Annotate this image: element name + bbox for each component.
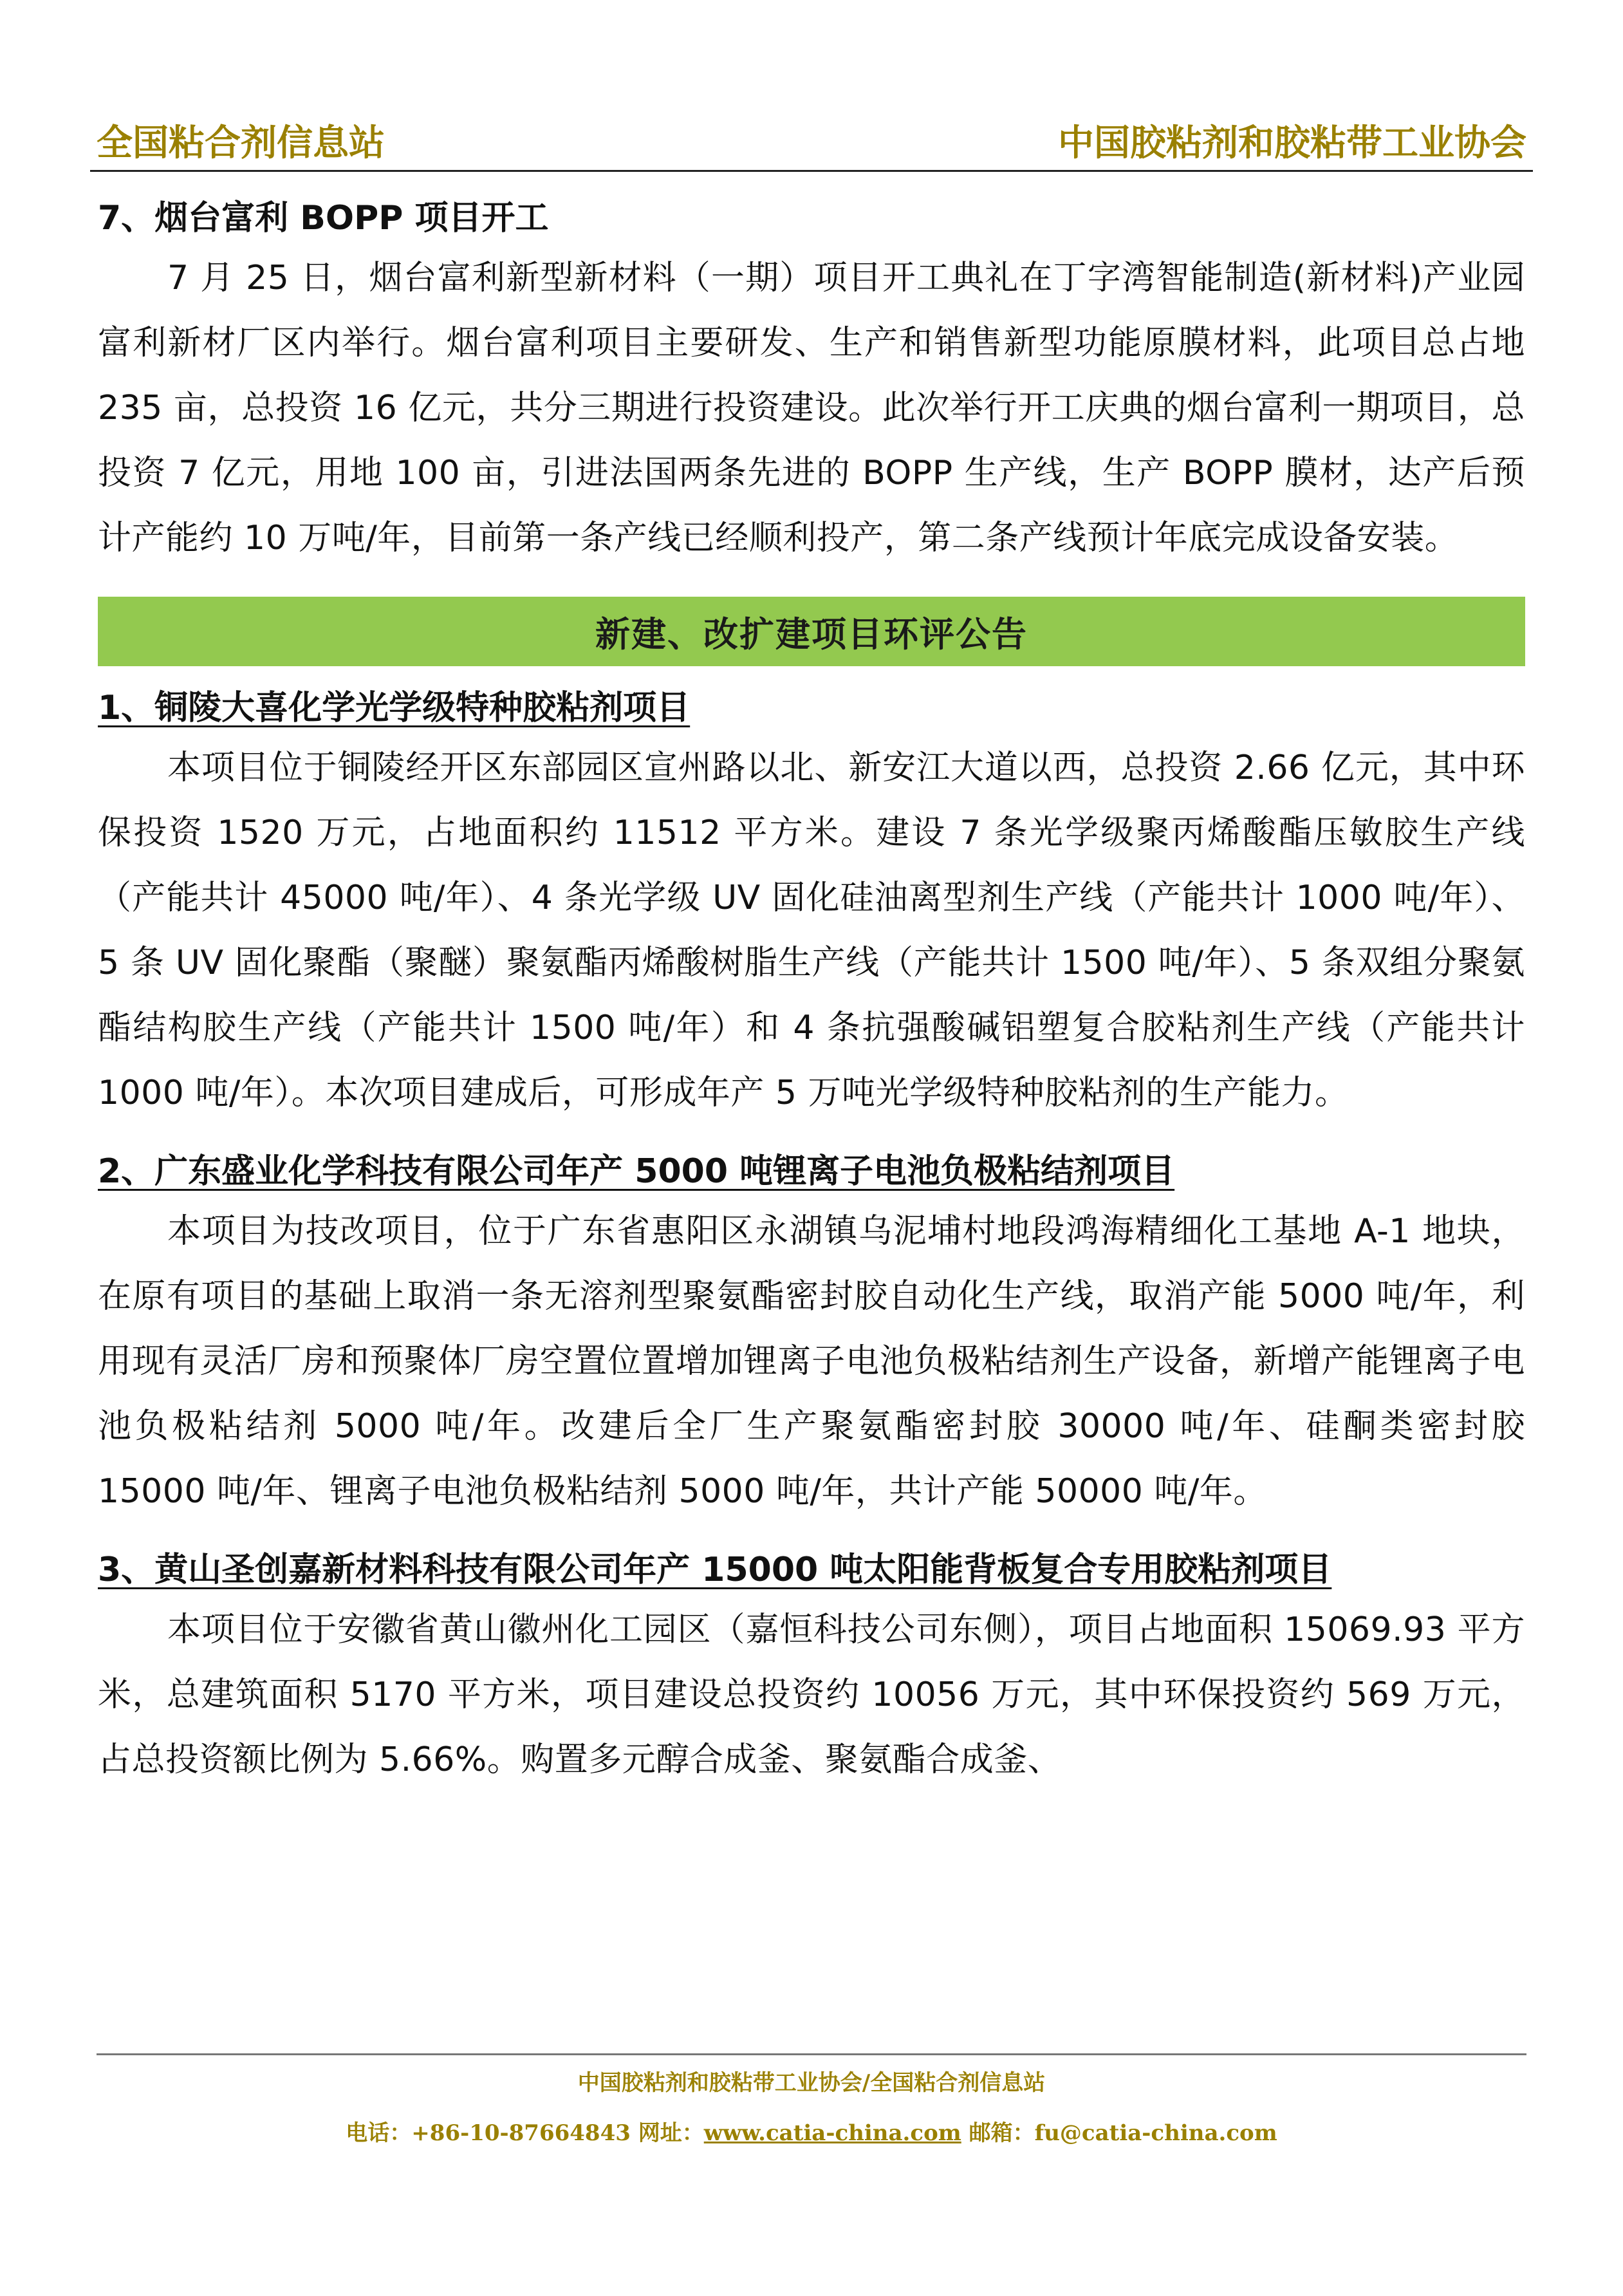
email-link[interactable]: fu@catia-china.com: [1034, 2120, 1277, 2146]
header-right-title: 中国胶粘剂和胶粘带工业协会: [1058, 122, 1526, 164]
item-paragraph: 本项目位于安徽省黄山徽州化工园区（嘉恒科技公司东侧），项目占地面积 15069.93 平方米，总建筑面积 5170 平方米，项目建设总投资约 10056 万元，其中环保投资约 569 万元，占总投资额比例为 5.66%。购置多元醇合成釜、聚氨酯合成釜、: [98, 1610, 1525, 1779]
footer-divider: [97, 2053, 1526, 2055]
header-divider: [90, 170, 1533, 172]
footer-email-label: 邮箱：: [961, 2120, 1035, 2146]
footer-contact: [0, 2115, 1623, 2147]
section-heading: 7、烟台富利 BOPP 项目开工: [98, 199, 549, 238]
footer-organization: 中国胶粘剂和胶粘带工业协会/全国粘合剂信息站: [577, 2070, 1046, 2096]
item-paragraph: 本项目位于铜陵经开区东部园区宣州路以北、新安江大道以西，总投资 2.66 亿元，其中环保投资 1520 万元，占地面积约 11512 平方米。建设 7 条光学级聚丙烯酸酯压敏胶生产线（产能共计 45000 吨/年）、4 条光学级 UV 固化硅油离型剂生产线（产能共计 1000 吨/年）、5 条 UV 固化聚酯（聚醚）聚氨酯丙烯酸树脂生产线（产能共计 1500 吨/年）、5 条双组分聚氨酯结构胶生产线（产能共计 1500 吨/年）和 4 条抗强酸碱铝塑复合胶粘剂生产线（产能共计 1000 吨/年）。本次项目建成后，可形成年产 5 万吨光学级特种胶粘剂的生产能力。: [98, 749, 1525, 1112]
footer-phone: 电话：+86-10-87664843 网址：: [346, 2120, 704, 2146]
item-heading: 2、广东盛业化学科技有限公司年产 5000 吨锂离子电池负极粘结剂项目: [98, 1152, 1175, 1191]
website-link[interactable]: www.catia-china.com: [703, 2120, 961, 2146]
item-heading: 3、黄山圣创嘉新材料科技有限公司年产 15000 吨太阳能背板复合专用胶粘剂项目: [98, 1551, 1332, 1589]
page-header: [97, 115, 1526, 166]
article-content: [98, 191, 1525, 1793]
item-heading: 1、铜陵大喜化学光学级特种胶粘剂项目: [98, 689, 691, 727]
section-banner: 新建、改扩建项目环评公告: [98, 597, 1525, 666]
section-paragraph: 7 月 25 日，烟台富利新型新材料（一期）项目开工典礼在丁字湾智能制造(新材料)产业园富利新材厂区内举行。烟台富利项目主要研发、生产和销售新型功能原膜材料，此项目总占地 235 亩，总投资 16 亿元，共分三期进行投资建设。此次举行开工庆典的烟台富利一期项目，总投资 7 亿元，用地 100 亩，引进法国两条先进的 BOPP 生产线，生产 BOPP 膜材，达产后预计产能约 10 万吨/年，目前第一条产线已经顺利投产，第二条产线预计年底完成设备安装。: [98, 259, 1525, 557]
header-left-title: 全国粘合剂信息站: [97, 122, 385, 164]
item-paragraph: 本项目为技改项目，位于广东省惠阳区永湖镇乌泥埔村地段鸿海精细化工基地 A-1 地块，在原有项目的基础上取消一条无溶剂型聚氨酯密封胶自动化生产线，取消产能 5000 吨/年，利用现有灵活厂房和预聚体厂房空置位置增加锂离子电池负极粘结剂生产设备，新增产能锂离子电池负极粘结剂 5000 吨/年。改建后全厂生产聚氨酯密封胶 30000 吨/年、硅酮类密封胶 15000 吨/年、锂离子电池负极粘结剂 5000 吨/年，共计产能 50000 吨/年。: [98, 1212, 1525, 1511]
